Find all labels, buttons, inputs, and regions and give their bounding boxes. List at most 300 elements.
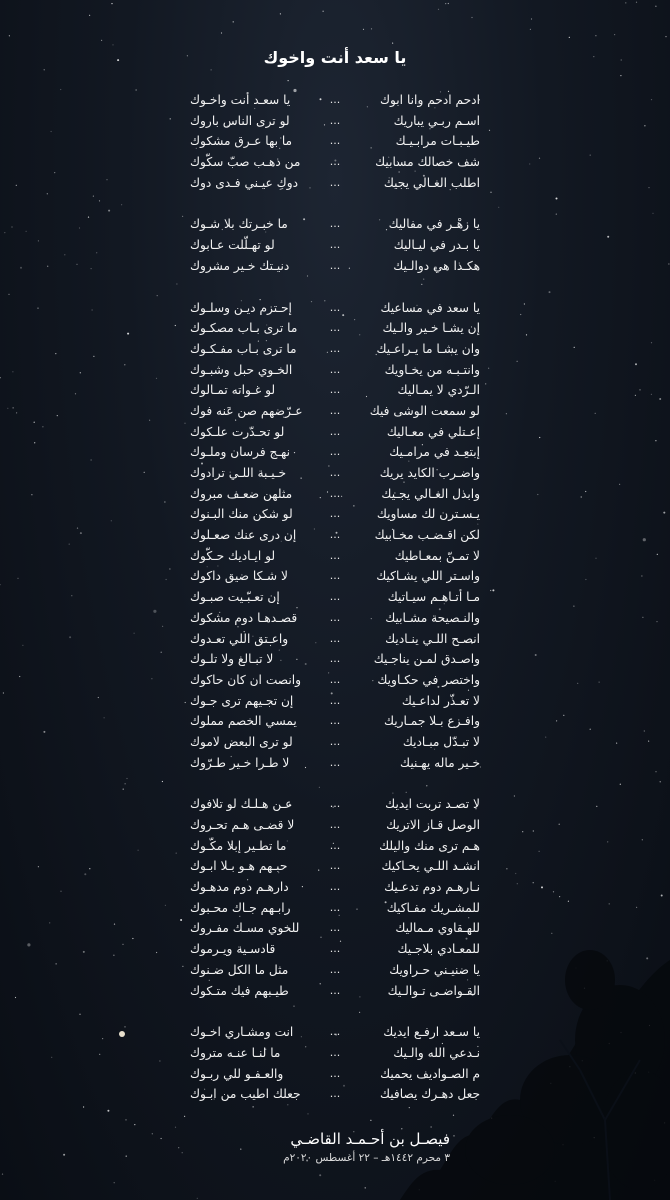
verse-separator: ... [329,258,341,272]
star [9,35,10,36]
star [448,3,449,4]
poem-verse [190,1064,480,1085]
star [609,903,610,904]
star [644,730,645,731]
verse-second-hemistich: للخوي مسـك مفـروك [190,921,300,936]
star [660,781,661,782]
star [175,325,176,326]
verse-second-hemistich: ما بها عـرق مشكوك [190,134,293,149]
star [134,633,135,634]
star [22,645,23,646]
star [490,192,491,193]
poem-verse [190,525,480,546]
star [104,717,105,718]
verse-second-hemistich: ما تطـير إبلا مكّـوك [190,838,287,853]
star [445,3,446,4]
star [151,678,152,679]
star [176,283,177,284]
star [492,589,494,591]
star [44,69,45,70]
poem-verse [190,794,480,815]
star [144,472,145,473]
star [26,231,27,232]
star [641,575,642,576]
star [539,158,540,159]
star [84,873,86,875]
verse-separator: ... [329,734,341,748]
star [590,155,591,156]
verse-second-hemistich: خـيـبة اللـي ترادوك [190,466,287,480]
star [27,943,30,946]
poem-verse [190,401,480,422]
star [152,1133,153,1134]
star [111,520,112,521]
star [89,15,90,16]
star [573,606,574,607]
poem-verse [190,546,480,567]
star [363,29,364,30]
star [99,1054,100,1055]
star [91,459,92,460]
verse-separator: ... [329,528,341,542]
verse-second-hemistich: مثلهن ضعـف مبروك [190,486,293,501]
star [535,654,537,656]
star [34,442,35,443]
star [17,578,18,579]
star [620,75,621,76]
star [161,1138,162,1139]
star [47,266,48,267]
star [69,636,71,638]
star [545,737,546,738]
verse-first-hemistich: إعـتلي في معـاليك [386,424,480,439]
star [616,743,617,744]
poem-stanza [190,90,480,193]
verse-first-hemistich: لا تعـذّر لداعـيك [401,693,480,708]
poem-verse [190,504,480,525]
verse-first-hemistich: الـرّدي لا يمـاليك [397,383,480,398]
star [92,309,93,310]
star [595,413,596,414]
star [657,554,658,555]
verse-second-hemistich: لا تبـالغ ولا تلـوك [190,652,274,667]
star [99,200,100,201]
star [79,227,80,228]
verse-first-hemistich: والنـصيحة مشـابيك [385,610,480,625]
star [76,264,77,265]
verse-separator: ... [329,507,341,521]
star [514,795,515,796]
poem-title: يا سعد أنت واخوك [263,48,407,67]
star [126,778,127,779]
star [184,423,185,424]
star [607,841,608,842]
star [54,172,55,173]
star [559,824,560,825]
star [16,412,17,413]
verse-second-hemistich: لو ايـاديك حـكّوك [190,548,276,563]
verse-first-hemistich: لا تبـدّل مبـاديك [402,734,480,749]
star [185,702,186,703]
star [490,590,491,591]
star [138,850,139,851]
verse-first-hemistich: هـم ترى منك واليلك [379,838,480,853]
poem-verse [190,587,480,608]
star [635,395,636,396]
star [156,952,157,953]
star [639,389,640,390]
poem-verse [190,856,480,877]
verse-first-hemistich: لا تمـنّ بمعـاطيك [394,548,480,563]
star [162,626,163,627]
verse-separator: ... [329,1066,341,1080]
verse-first-hemistich: نـارهـم دوم تدعـيك [384,880,480,895]
verse-separator: ... [329,672,341,686]
poem-verse [190,711,480,732]
star [651,342,652,343]
poem-date: ٣ محرم ١٤٤٢هـ – ٢٢ أغسطس ٢٠٢٠م [283,1152,450,1164]
star [98,697,99,698]
poem-verse [190,131,480,152]
poem-verse [190,753,480,774]
poem-verse [190,898,480,919]
star [38,240,39,241]
verse-separator: ... [329,1025,341,1039]
verse-separator: ... [329,113,341,127]
poem-stanza [190,1022,480,1105]
star [392,43,393,44]
poem-stanza [190,794,480,1001]
star [517,361,518,362]
verse-first-hemistich: إن يشـا خـير والـيك [382,321,480,336]
poem-verse [190,649,480,670]
poem-verse [190,298,480,319]
star [121,204,122,205]
star [556,214,557,215]
star [114,1182,115,1183]
star [574,347,575,348]
verse-second-hemistich: حبـهم هـو بـلا ابـوك [190,859,288,874]
poem-verse [190,939,480,960]
star [539,851,540,852]
star [3,692,4,693]
star [111,3,112,4]
verse-separator: ... [329,424,341,438]
verse-first-hemistich: وان يشـا ما يـراعـيك [376,341,480,356]
poem-verse [190,442,480,463]
verse-second-hemistich: والعـفـو للي ربـوك [190,1066,284,1081]
verse-first-hemistich: جعل دهـرك يصافيك [379,1087,480,1102]
star [659,398,661,400]
star [643,538,646,541]
star [159,1060,160,1061]
verse-first-hemistich: اسـم ربـي يباريك [393,113,480,128]
poem-verse [190,732,480,753]
star [506,413,507,414]
star [585,491,586,492]
star [533,830,534,831]
verse-second-hemistich: قادسـية ويـرموك [190,942,276,957]
verse-second-hemistich: إن تعـبّـيت صبـوك [190,590,280,605]
verse-separator: ... [329,818,341,831]
verse-separator: ... [329,921,341,935]
verse-second-hemistich: ما خبـرتك بلا شـوك [190,217,288,232]
star [652,213,653,214]
poem-verse [190,111,480,132]
star [569,37,570,38]
verse-separator: ... [329,900,341,914]
verse-separator: ... [329,610,341,624]
star [114,924,115,925]
verse-first-hemistich: هكـذا هي دوالـيك [393,258,480,273]
star [607,236,609,238]
star [79,1014,80,1015]
star [581,496,582,497]
star [124,1026,125,1027]
verse-first-hemistich: يا بـدر في ليـاليك [393,238,480,253]
verse-separator: ... [329,155,341,169]
star [614,34,615,35]
poem-verse [190,152,480,173]
verse-first-hemistich: وانتـبـه من يخـاويك [384,362,480,377]
verse-first-hemistich: اطلب الغـالي يجيك [383,175,480,190]
star [56,963,57,964]
verse-second-hemistich: لو ترى البعض لاموك [190,734,293,749]
star [656,621,657,622]
star [568,901,569,902]
verse-separator: ... [329,755,341,769]
verse-separator: ... [329,341,341,355]
star [37,308,38,309]
star [549,291,551,293]
star [4,232,5,233]
poem-verse [190,629,480,650]
star [642,839,643,840]
star [83,951,85,953]
star [38,866,39,867]
star [42,426,43,427]
poem-verse [190,836,480,857]
verse-second-hemistich: دارهـم دوم مدهـوك [190,880,289,895]
poem-verse [190,484,480,505]
star [636,907,637,908]
verse-first-hemistich: يا سـعد ارفـع ايديك [383,1025,480,1040]
star [648,741,649,742]
poem-stanza [190,214,480,276]
star [11,226,12,227]
star [51,1057,52,1058]
verse-separator: ... [329,838,341,852]
star [7,408,8,409]
star [63,1154,65,1156]
poem-verse [190,877,480,898]
star [556,198,558,200]
poem-verse [190,173,480,194]
star [170,118,171,119]
star [556,720,557,721]
star [125,783,126,784]
verse-first-hemistich: شف خصالك مسابيك [375,155,480,170]
poem-verse [190,1022,480,1043]
verse-second-hemistich: الخـوي حبل وشبـوك [190,362,293,377]
verse-first-hemistich: واضـرب الكايد يريك [379,466,480,480]
verse-separator: ... [329,548,341,562]
verse-separator: ... [329,466,341,479]
verse-first-hemistich: للمعـادي بلاجـيك [397,942,480,957]
star [553,891,554,892]
poem-verse [190,670,480,691]
star [636,2,637,3]
verse-second-hemistich: وانصت ان كان حاكوك [190,672,302,687]
verse-separator: ... [329,797,341,811]
star [319,1174,321,1176]
star [108,210,110,212]
star [438,9,439,10]
star [123,789,124,790]
star [526,334,527,335]
star [51,131,52,132]
verse-separator: ... [329,942,341,956]
star [75,393,76,394]
poem-stanza [190,298,480,774]
verse-second-hemistich: لو شكن منك البـنوك [190,507,293,522]
star [515,873,516,874]
verse-first-hemistich: طيـبـات مرابـيـك [395,134,480,149]
star [596,806,597,807]
verse-second-hemistich: ما ترى بـاب مصكـوك [190,321,298,336]
verse-second-hemistich: يمسي الخصم مملوك [190,714,297,729]
star [665,36,666,37]
star [127,333,129,335]
star [8,294,9,295]
star [96,252,97,253]
star [595,558,596,559]
poem-verse [190,90,480,111]
star [88,217,89,218]
star [106,179,107,180]
star [107,1110,109,1112]
verse-first-hemistich: للهـقاوي مـماليك [395,921,480,936]
poem-verse [190,815,480,836]
verse-separator: ... [329,652,341,666]
verse-separator: ... [329,93,341,106]
verse-separator: ... [329,217,341,231]
star [563,715,564,716]
star [655,440,656,441]
verse-second-hemistich: طيـبهم فيك متـكوك [190,983,289,998]
star [156,378,157,379]
verse-second-hemistich: دنيـتك خـير مشروك [190,258,290,273]
star [169,568,170,569]
star [166,579,167,580]
poem-body [190,90,480,1126]
verse-first-hemistich: واختصر في حكـاويك [377,672,480,687]
verse-second-hemistich: ما ترى بـاب مفـكـوك [190,341,297,356]
verse-separator: ... [329,321,341,335]
poem-verse [190,422,480,443]
star [60,891,61,892]
verse-first-hemistich: وابذل الغـالي يجـيك [381,486,480,501]
star [164,501,165,502]
bright-star [119,1031,125,1037]
verse-separator: ... [329,362,341,376]
star [489,130,490,131]
star [43,731,45,733]
verse-separator: ... [329,859,341,873]
verse-first-hemistich: م الصـواديف يحميك [380,1066,480,1081]
star [644,125,645,126]
verse-first-hemistich: انشـد اللـي يحـاكيك [381,859,480,874]
star [221,32,222,33]
verse-separator: ... [329,445,341,459]
verse-separator: ... [329,962,341,976]
poem-verse [190,981,480,1002]
star [585,579,586,580]
poem-verse [190,691,480,712]
star [134,1124,135,1125]
poem-verse [190,339,480,360]
star [530,29,531,30]
poem-verse [190,1043,480,1064]
verse-separator: ... [329,300,341,314]
star [153,610,156,613]
verse-second-hemistich: إن تجـيهم ترى جـوك [190,693,294,708]
star [161,652,162,653]
verse-second-hemistich: دوكِ عيـني فـدى دوك [190,175,299,190]
verse-second-hemistich: لا قضـى هـم تحـروك [190,818,295,832]
verse-second-hemistich: قصـدهـا دوم مشكوك [190,610,298,625]
star [12,371,13,372]
star [184,1116,185,1117]
star [101,40,102,41]
star [60,89,61,90]
star [55,353,56,354]
star [529,163,530,164]
star [323,11,324,12]
star [83,1106,84,1107]
poem-verse [190,235,480,256]
star [522,831,523,832]
verse-second-hemistich: نهـج فرسان وملـوك [190,445,290,460]
star [595,35,596,36]
poem-verse [190,360,480,381]
verse-separator: ... [329,631,341,645]
verse-first-hemistich: لو سمعت الوشى فيك [369,403,480,418]
star [537,494,538,495]
verse-first-hemistich: لا تصـد تربت ايديك [385,797,480,812]
star [89,868,90,869]
star [648,187,649,188]
star [651,394,652,395]
star [506,868,507,869]
verse-second-hemistich: جعلك اطيب من ابـوك [190,1087,301,1102]
star [132,938,133,939]
star [124,364,125,365]
star [182,966,183,967]
poem-verse [190,960,480,981]
poem-verse [190,463,480,484]
verse-second-hemistich: إن درى عنك صعـلوك [190,528,297,543]
poem-verse [190,318,480,339]
verse-separator: ... [329,693,341,707]
star [57,415,58,416]
verse-second-hemistich: لا شـكا ضيق داكوك [190,569,288,584]
star [126,1156,127,1157]
star [533,882,534,883]
verse-first-hemistich: نـدعي الله والـيك [393,1045,480,1060]
verse-first-hemistich: خـير ماله يهـنيك [400,755,480,770]
poem-verse [190,918,480,939]
